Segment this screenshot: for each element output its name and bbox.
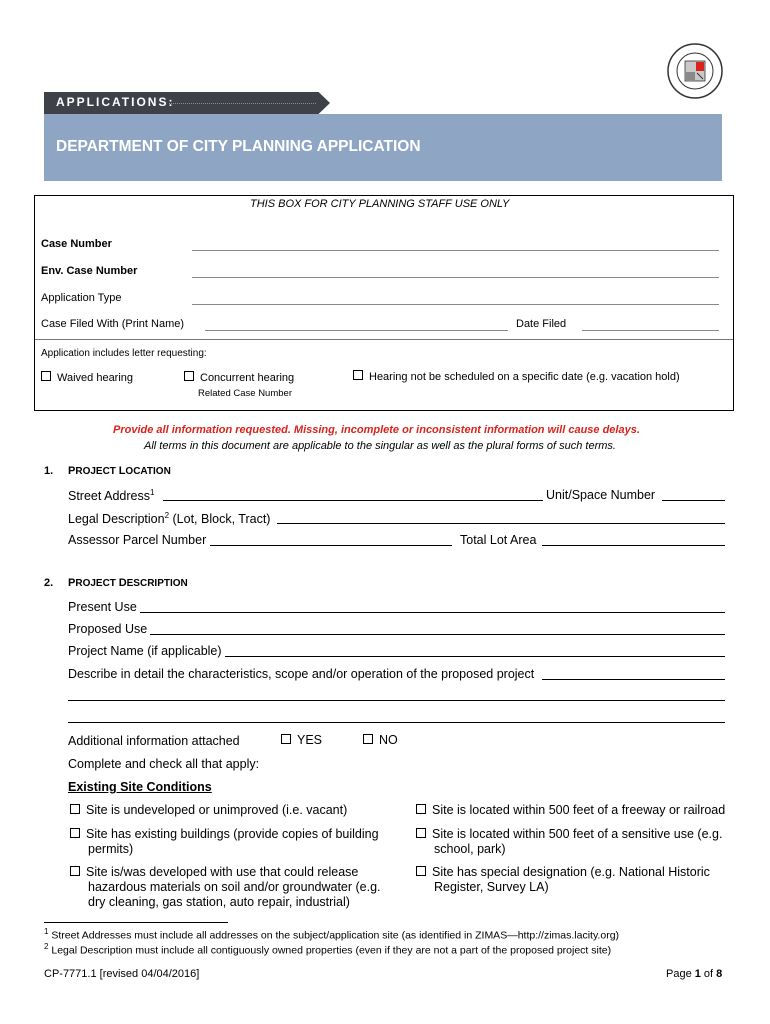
section-1-title: PROJECT LOCATION	[68, 465, 171, 477]
site-undeveloped-checkbox[interactable]	[70, 804, 80, 814]
case-number-field[interactable]	[192, 250, 719, 251]
hearing-not-scheduled-checkbox[interactable]	[353, 370, 363, 380]
concurrent-hearing-label: Concurrent hearing	[200, 372, 295, 384]
existing-conditions-heading: Existing Site Conditions	[68, 780, 212, 794]
site-hazardous-checkbox[interactable]	[70, 866, 80, 876]
present-use-field[interactable]	[140, 612, 725, 613]
describe-label: Describe in detail the characteristics, scope and/or operation of the proposed project	[68, 667, 535, 681]
form-id: CP-7771.1 [revised 04/04/2016]	[44, 968, 200, 980]
concurrent-hearing-option[interactable]	[184, 371, 294, 384]
waived-hearing-option[interactable]	[41, 371, 133, 384]
unit-space-label: Unit/Space Number	[546, 488, 656, 502]
case-filed-with-label: Case Filed With (Print Name)	[41, 318, 185, 330]
site-near-freeway-option[interactable]	[416, 803, 746, 817]
street-address-label: Street Address$^1$	[68, 488, 155, 504]
proposed-use-field[interactable]	[150, 634, 725, 635]
site-near-sensitive-use-checkbox[interactable]	[416, 828, 426, 838]
footnote-divider	[44, 922, 228, 923]
unit-space-field[interactable]	[662, 500, 725, 501]
hearing-not-scheduled-label: Hearing not be scheduled on a specific date (e.g. vacation hold)	[369, 371, 680, 383]
env-case-number-field[interactable]	[192, 277, 719, 278]
city-seal-icon	[666, 42, 724, 100]
concurrent-hearing-checkbox[interactable]	[184, 371, 194, 381]
additional-info-no-option[interactable]	[363, 733, 398, 747]
applications-tab	[44, 92, 336, 114]
staff-box-heading: THIS BOX FOR CITY PLANNING STAFF USE ONLY	[250, 198, 510, 210]
site-near-sensitive-use-option[interactable]	[416, 827, 749, 857]
additional-info-label: Additional information attached	[68, 734, 240, 748]
site-existing-buildings-label: Site has existing buildings (provide copies of building permits)	[86, 827, 379, 856]
site-hazardous-option[interactable]	[70, 865, 398, 910]
waived-hearing-checkbox[interactable]	[41, 371, 51, 381]
legal-description-label: Legal Description$^2$ (Lot, Block, Tract)	[68, 511, 271, 527]
site-special-designation-label: Site has special designation (e.g. National Historic Register, Survey LA)	[432, 865, 710, 894]
site-near-freeway-label: Site is located within 500 feet of a freeway or railroad	[432, 803, 726, 817]
delay-warning: Provide all information requested. Missing, incomplete or inconsistent information will cause delays.	[113, 424, 640, 436]
applications-tab-label: APPLICATIONS:	[56, 95, 175, 109]
legal-description-field[interactable]	[277, 523, 725, 524]
site-existing-buildings-checkbox[interactable]	[70, 828, 80, 838]
site-near-sensitive-use-label: Site is located within 500 feet of a sensitive use (e.g. school, park)	[432, 827, 723, 856]
section-2-title: PROJECT DESCRIPTION	[68, 577, 188, 589]
waived-hearing-label: Waived hearing	[57, 372, 134, 384]
date-filed-field[interactable]	[582, 330, 719, 331]
street-address-field[interactable]	[163, 500, 543, 501]
yes-checkbox[interactable]	[281, 734, 291, 744]
case-number-label: Case Number	[41, 238, 112, 250]
assessor-parcel-label: Assessor Parcel Number	[68, 533, 207, 547]
footnote-2: $^2$ Legal Description must include all contiguously owned properties (even if they are not a part of the proposed project site)	[44, 942, 612, 957]
terms-note: All terms in this document are applicable to the singular as well as the plural forms of such terms.	[144, 440, 616, 452]
hearing-not-scheduled-option[interactable]	[353, 370, 680, 383]
site-undeveloped-option[interactable]	[70, 803, 400, 817]
no-label: NO	[379, 733, 398, 747]
page-number: Page 1 of 8	[666, 968, 723, 980]
site-special-designation-checkbox[interactable]	[416, 866, 426, 876]
site-hazardous-label: Site is/was developed with use that could release hazardous materials on soil and/or groundwater (e.g. dry cleaning, gas station, auto repair, industrial)	[86, 865, 381, 909]
section-2-number: 2.	[44, 577, 54, 589]
case-filed-with-field[interactable]	[205, 330, 508, 331]
site-undeveloped-label: Site is undeveloped or unimproved (i.e. vacant)	[86, 803, 348, 817]
complete-check-label: Complete and check all that apply:	[68, 757, 260, 771]
describe-field-line-1[interactable]	[542, 679, 725, 680]
env-case-number-label: Env. Case Number	[41, 265, 138, 277]
date-filed-label: Date Filed	[516, 318, 567, 330]
site-near-freeway-checkbox[interactable]	[416, 804, 426, 814]
yes-label: YES	[297, 733, 323, 747]
present-use-label: Present Use	[68, 600, 137, 614]
project-name-field[interactable]	[225, 656, 725, 657]
application-type-label: Application Type	[41, 292, 122, 304]
site-existing-buildings-option[interactable]	[70, 827, 408, 857]
related-case-number-label: Related Case Number	[198, 388, 292, 399]
total-lot-area-label: Total Lot Area	[460, 533, 537, 547]
describe-field-line-2[interactable]	[68, 700, 725, 701]
additional-info-yes-option[interactable]	[281, 733, 322, 747]
page-title: DEPARTMENT OF CITY PLANNING APPLICATION	[56, 138, 421, 155]
project-name-label: Project Name (if applicable)	[68, 644, 222, 658]
total-lot-area-field[interactable]	[542, 545, 725, 546]
footnote-1: $^1$ Street Addresses must include all addresses on the subject/application site (as identified in ZIMAS—http://zimas.lacity.org)	[44, 927, 620, 942]
no-checkbox[interactable]	[363, 734, 373, 744]
application-type-field[interactable]	[192, 304, 719, 305]
staff-box-divider	[35, 339, 733, 340]
proposed-use-label: Proposed Use	[68, 622, 148, 636]
letter-requesting-label: Application includes letter requesting:	[41, 348, 207, 359]
site-special-designation-option[interactable]	[416, 865, 744, 895]
assessor-parcel-field[interactable]	[210, 545, 452, 546]
section-1-number: 1.	[44, 465, 54, 477]
describe-field-line-3[interactable]	[68, 722, 725, 723]
